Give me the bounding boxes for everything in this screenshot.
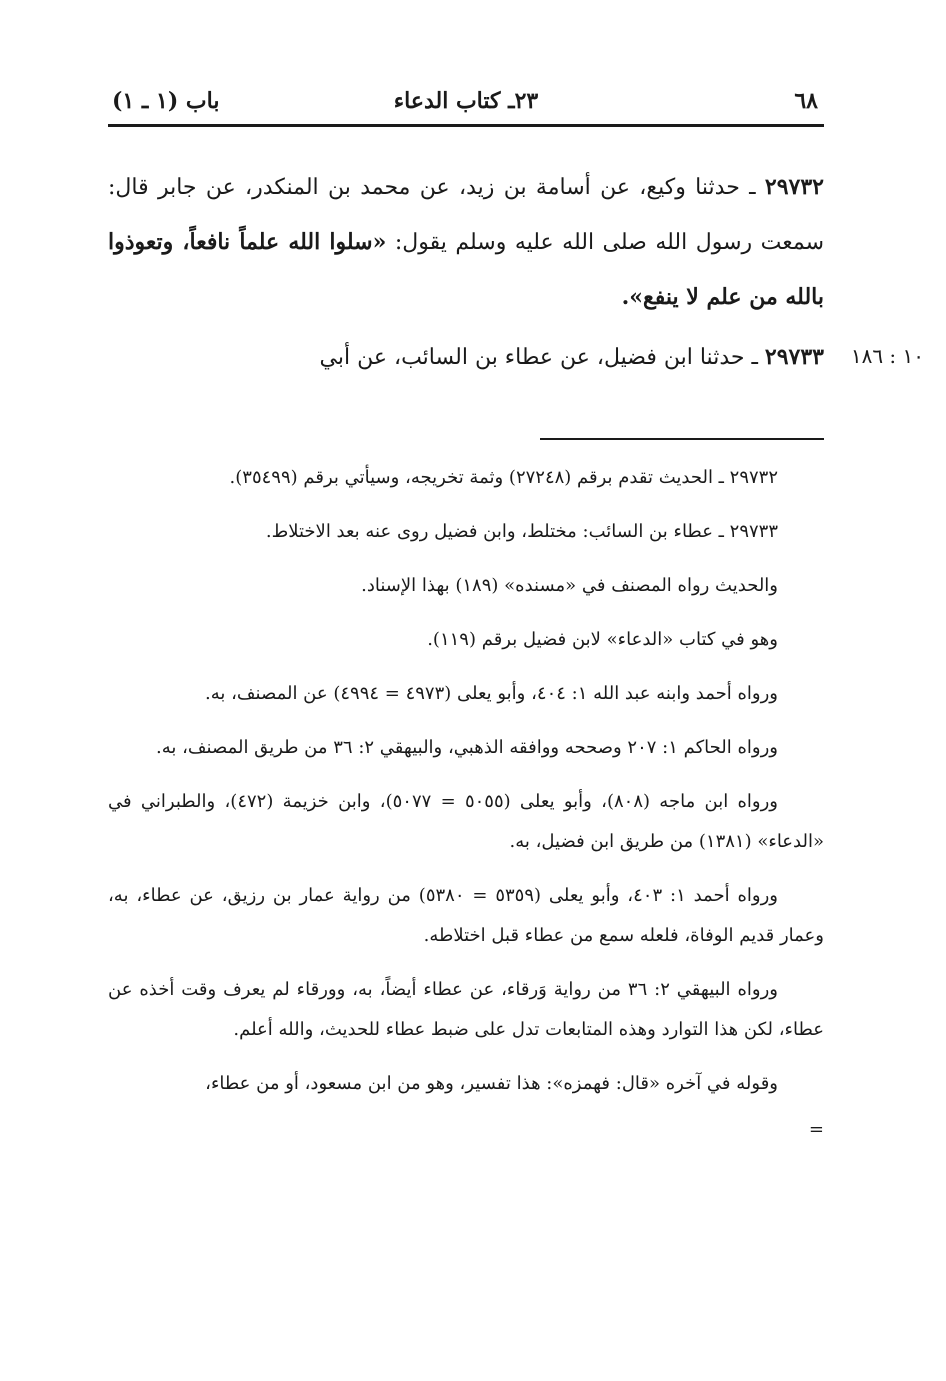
footnote-paragraph: وهو في كتاب «الدعاء» لابن فضيل برقم (١١٩). [427, 629, 778, 650]
footnote-paragraph: ورواه أحمد وابنه عبد الله ١: ٤٠٤، وأبو يعلى (٤٩٧٣ = ٤٩٩٤) عن المصنف، به. [204, 683, 778, 704]
footnote-paragraph: وقوله في آخره «قال: فهمزه»: هذا تفسير، وهو من ابن مسعود، أو من عطاء، [205, 1073, 778, 1094]
hadith-29732 [108, 160, 824, 325]
footnotes [108, 458, 824, 1142]
hadith-number: ٢٩٧٣٣ [764, 344, 824, 370]
footnote-paragraph: ورواه الحاكم ١: ٢٠٧ وصححه ووافقه الذهبي، والبيهقي ٢: ٣٦ من طريق المصنف، به. [155, 737, 778, 758]
footnote-paragraph: والحديث رواه المصنف في «مسنده» (١٨٩) بهذا الإسناد. [361, 575, 778, 596]
margin-reference: ١٠ : ١٨٦ [850, 344, 924, 368]
book-title: ٢٣ـ كتاب الدعاء [393, 88, 539, 114]
hadith-text: «سلوا الله علماً نافعاً، وتعوذوا بالله من علم لا ينفع». [108, 229, 824, 310]
chapter-label: باب (١ ـ ١) [112, 88, 220, 114]
footnote-paragraph: ورواه البيهقي ٢: ٣٦ من رواية وَرقاء، عن عطاء أيضاً، به، وورقاء لم يعرف وقت أخذه عن عطاء، لكن هذا التوارد وهذه المتابعات تدل على ضبط عطاء للحديث، والله أعلم. [108, 979, 824, 1040]
footnote-rule [540, 438, 824, 440]
hadith-chain: ـ حدثنا وكيع، عن أسامة بن زيد، عن محمد بن المنكدر، عن جابر قال: سمعت رسول الله صلى الله عليه وسلم يقول: [108, 175, 825, 255]
page-number: ٦٨ [794, 88, 818, 114]
footnote-paragraph: ٢٩٧٣٣ ـ عطاء بن السائب: مختلط، وابن فضيل روى عنه بعد الاختلاط. [265, 521, 778, 542]
hadith-29733 [108, 330, 824, 385]
hadith-chain: ـ حدثنا ابن فضيل، عن عطاء بن السائب، عن أبي [319, 345, 765, 370]
hadith-number: ٢٩٧٣٢ [764, 174, 824, 200]
running-header [108, 84, 824, 120]
footnote-paragraph: ورواه أحمد ١: ٤٠٣، وأبو يعلى (٥٣٥٩ = ٥٣٨٠) من رواية عمار بن رزيق، عن عطاء، به، وعمار قديم الوفاة، فلعله سمع من عطاء قبل اختلاطه. [108, 885, 824, 946]
continuation-mark: = [808, 1119, 824, 1140]
hadith-paragraph [108, 330, 824, 385]
footnote-paragraph: ٢٩٧٣٢ ـ الحديث تقدم برقم (٢٧٢٤٨) وثمة تخريجه، وسيأتي برقم (٣٥٤٩٩). [229, 467, 778, 488]
footnote-paragraph: ورواه ابن ماجه (٨٠٨)، وأبو يعلى (٥٠٥٥ = ٥٠٧٧)، وابن خزيمة (٤٧٢)، والطبراني في «الدعاء» (١٣٨١) من طريق ابن فضيل، به. [108, 791, 824, 852]
hadith-paragraph [108, 160, 824, 325]
header-rule [108, 124, 824, 127]
